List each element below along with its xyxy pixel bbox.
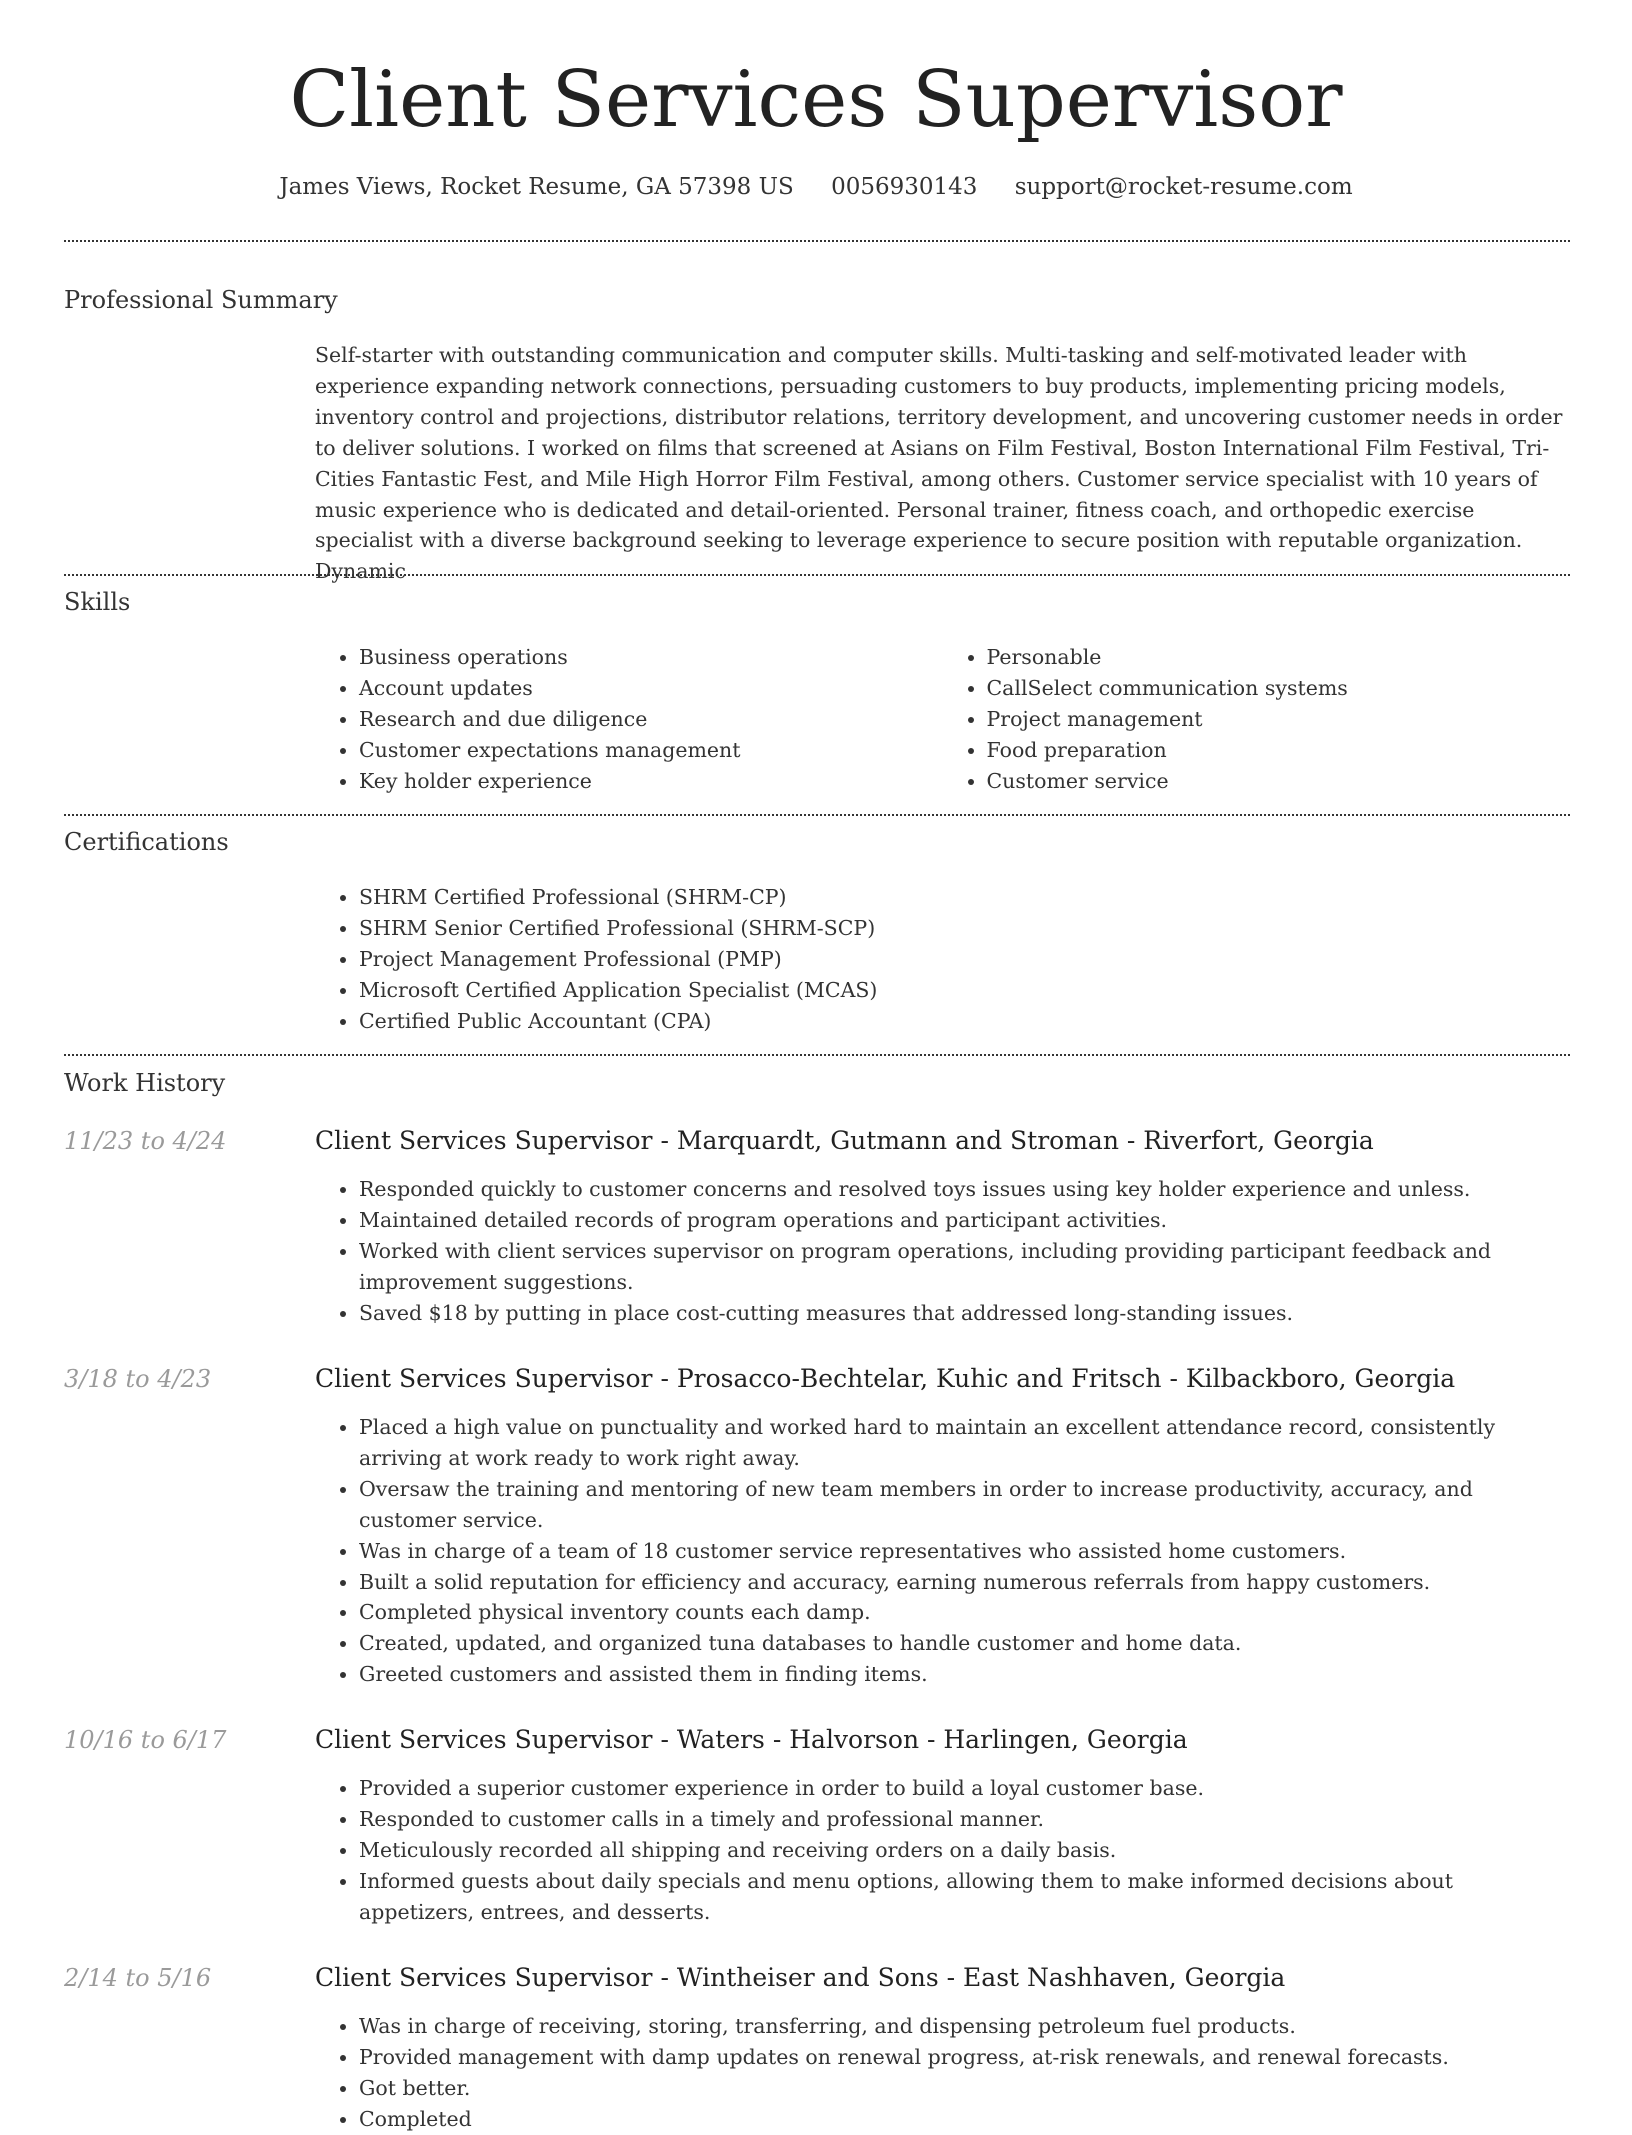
list-item: • Responded quickly to customer concerns and resolved toys issues using key holder experience and unless. [359,1174,1570,1205]
list-item: • Key holder experience [359,766,943,797]
job-title: Client Services Supervisor - Wintheiser and Sons - East Nashhaven, Georgia [315,1963,1286,1992]
list-item: • Food preparation [987,735,1571,766]
list-item: • Account updates [359,673,943,704]
list-item: • Placed a high value on punctuality and worked hard to maintain an excellent attendance record, consistently arriving at work ready to work right away. [359,1412,1570,1474]
job-bullets [315,1412,1570,1690]
list-item: • Created, updated, and organized tuna databases to handle customer and home data. [359,1628,1570,1659]
section-title-skills: Skills [64,588,131,616]
page-title: Client Services Supervisor [289,55,1343,145]
section-title-summary: Professional Summary [64,286,338,314]
list-item: • Customer service [987,766,1571,797]
list-item: • Business operations [359,642,943,673]
divider [64,1054,1570,1056]
summary-text: Self-starter with outstanding communication and computer skills. Multi-tasking and self-motivated leader with experience expanding network connections, persuading customers to buy products, implementing pricing models, inventory control and projections, distributor relations, territory development, and uncovering customer needs in order to deliver solutions. I worked on films that screened at Asians on Film Festival, Boston International Film Festival, Tri-Cities Fantastic Fest, and Mile High Horror Film Festival, among others. Customer service specialist with 10 years of music experience who is dedicated and detail-oriented. Personal trainer, fitness coach, and orthopedic exercise specialist with a diverse background seeking to leverage experience to secure position with reputable organization. Dynamic [315,343,1563,584]
list-item: • Completed physical inventory counts each damp. [359,1597,1570,1628]
list-item: • Worked with client services supervisor on program operations, including providing participant feedback and improvement suggestions. [359,1236,1570,1298]
list-item: • Personable [987,642,1571,673]
list-item: • Microsoft Certified Application Specialist (MCAS) [359,975,1570,1006]
list-item: • Project management [987,704,1571,735]
list-item: • Customer expectations management [359,735,943,766]
contact-line [0,170,1632,204]
list-item: • Was in charge of a team of 18 customer service representatives who assisted home customers. [359,1536,1570,1567]
list-item: • Certified Public Accountant (CPA) [359,1006,1570,1037]
contact-address: James Views, Rocket Resume, GA 57398 US [279,174,794,200]
list-item: • Built a solid reputation for efficiency and accuracy, earning numerous referrals from happy customers. [359,1567,1570,1598]
list-item: • Meticulously recorded all shipping and receiving orders on a daily basis. [359,1835,1570,1866]
list-item: • Was in charge of receiving, storing, transferring, and dispensing petroleum fuel products. [359,2011,1570,2042]
job-title: Client Services Supervisor - Waters - Halvorson - Harlingen, Georgia [315,1725,1188,1754]
job-bullets [315,2011,1570,2135]
list-item: • Provided a superior customer experience in order to build a loyal customer base. [359,1773,1570,1804]
section-title-certifications: Certifications [64,828,229,856]
job-dates: 3/18 to 4/23 [64,1365,212,1393]
skills-column-left [315,642,943,797]
list-item: • Provided management with damp updates on renewal progress, at-risk renewals, and renewal forecasts. [359,2042,1570,2073]
list-item: • SHRM Certified Professional (SHRM-CP) [359,882,1570,913]
list-item: • Responded to customer calls in a timely and professional manner. [359,1804,1570,1835]
divider [64,814,1570,816]
job-bullets [315,1174,1570,1329]
list-item: • Project Management Professional (PMP) [359,944,1570,975]
list-item: • Got better. [359,2073,1570,2104]
section-title-work-history: Work History [64,1069,226,1097]
job-dates: 2/14 to 5/16 [64,1964,212,1992]
divider [64,574,1570,576]
list-item: • SHRM Senior Certified Professional (SHRM-SCP) [359,913,1570,944]
list-item: • Greeted customers and assisted them in finding items. [359,1659,1570,1690]
job-title: Client Services Supervisor - Marquardt, Gutmann and Stroman - Riverfort, Georgia [315,1126,1374,1155]
job-title: Client Services Supervisor - Prosacco-Bechtelar, Kuhic and Fritsch - Kilbackboro, Georgia [315,1364,1456,1393]
list-item: • Oversaw the training and mentoring of new team members in order to increase productivity, accuracy, and customer service. [359,1474,1570,1536]
divider [64,240,1570,242]
skills-column-right [943,642,1571,797]
contact-phone: 0056930143 [831,174,978,200]
list-item: • Saved $18 by putting in place cost-cutting measures that addressed long-standing issues. [359,1298,1570,1329]
certifications-list [315,882,1570,1037]
contact-email: support@rocket-resume.com [1014,174,1353,200]
job-dates: 11/23 to 4/24 [64,1127,227,1155]
list-item: • Informed guests about daily specials and menu options, allowing them to make informed decisions about appetizers, entrees, and desserts. [359,1866,1570,1928]
job-bullets [315,1773,1570,1928]
job-dates: 10/16 to 6/17 [64,1726,227,1754]
list-item: • CallSelect communication systems [987,673,1571,704]
list-item: • Maintained detailed records of program operations and participant activities. [359,1205,1570,1236]
skills-list [315,642,1570,797]
list-item: • Research and due diligence [359,704,943,735]
list-item: • Completed [359,2104,1570,2135]
